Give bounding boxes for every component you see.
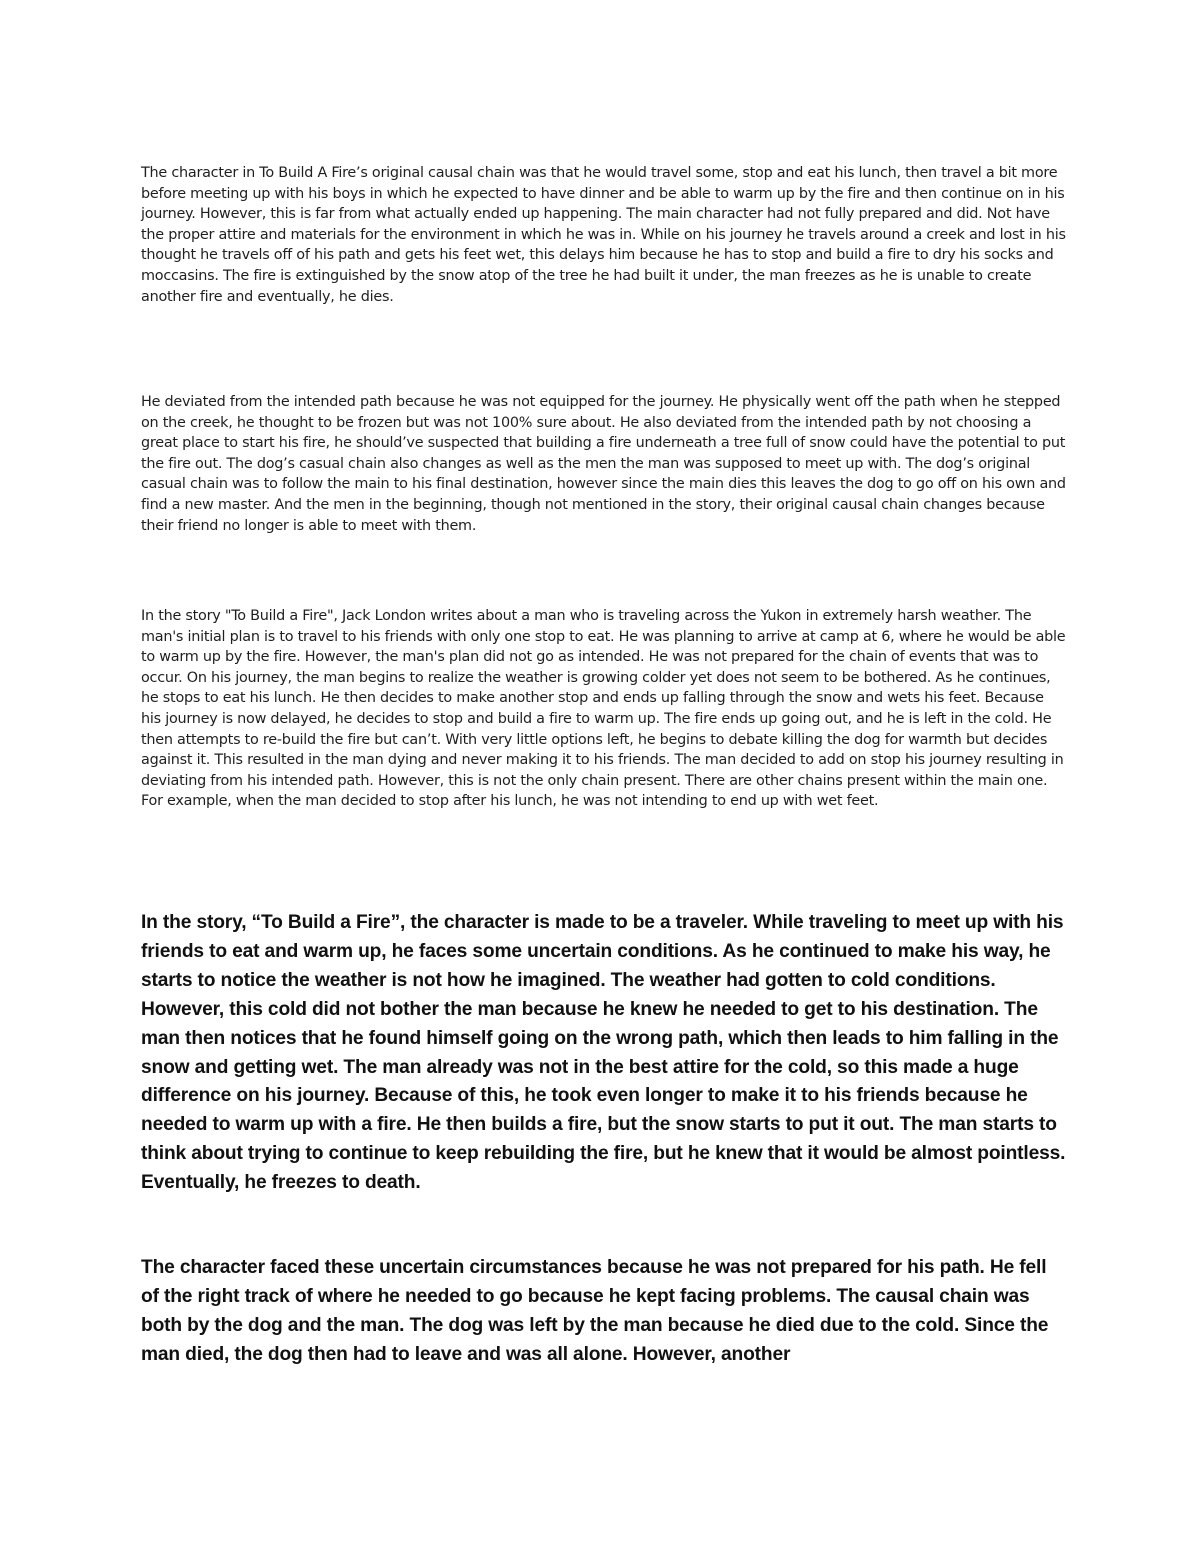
essay-paragraph-5: The character faced these uncertain circumstances because he was not prepared for his path. He fell of the right track of where he needed to go because he kept facing problems. The causal chain was both by the dog and the man. The dog was left by the man because he died due to the cold. Since the man died, the dog then had to leave and was all alone. However, another bbox=[141, 1257, 1049, 1365]
essay-paragraph-1: The character in To Build A Fire’s original causal chain was that he would travel some, stop and eat his lunch, then travel a bit more before meeting up with his boys in which he expected to have dinner and be able to warm up by the fire and then continue on in his journey. However, this is far from what actually ended up happening. The main character had not fully prepared and did. Not have the proper attire and materials for the environment in which he was in. While on his journey he travels around a creek and lost in his thought he travels off of his path and gets his feet wet, this delays him because he has to stop and build a fire to dry his socks and moccasins. The fire is extinguished by the snow atop of the tree he had built it under, the man freezes as he is unable to create another fire and eventually, he dies. bbox=[141, 165, 1066, 305]
essay-paragraph-2: He deviated from the intended path because he was not equipped for the journey. He physically went off the path when he stepped on the creek, he thought to be frozen but was not 100% sure about. He also deviated from the intended path by not choosing a great place to start his fire, he should’ve suspected that building a fire underneath a tree full of snow could have the potential to put the fire out. The dog’s casual chain also changes as well as the men the man was supposed to meet up with. The dog’s original casual chain was to follow the main to his final destination, however since the main dies this leaves the dog to go off on his own and find a new master. And the men in the beginning, though not mentioned in the story, their original causal chain changes because their friend no longer is able to meet with them. bbox=[141, 394, 1066, 534]
essay-paragraph-3: In the story "To Build a Fire", Jack London writes about a man who is traveling across the Yukon in extremely harsh weather. The man's initial plan is to travel to his friends with only one stop to eat. He was planning to arrive at camp at 6, where he would be able to warm up by the fire. However, the man's plan did not go as intended. He was not prepared for the chain of events that was to occur. On his journey, the man begins to realize the weather is growing colder yet does not seem to be bothered. As he continues, he stops to eat his lunch. He then decides to make another stop and ends up falling through the snow and wets his feet. Because his journey is now delayed, he decides to stop and build a fire to warm up. The fire ends up going out, and he is left in the cold. He then attempts to re-build the fire but can’t. With very little options left, he begins to debate killing the dog for warmth but decides against it. This resulted in the man dying and never making it to his friends. The man decided to add on stop his journey resulting in deviating from his intended path. However, this is not the only chain present. There are other chains present within the main one. For example, when the man decided to stop after his lunch, he was not intending to end up with wet feet. bbox=[141, 608, 1066, 810]
essay-paragraph-4: In the story, “To Build a Fire”, the character is made to be a traveler. While traveling to meet up with his friends to eat and warm up, he faces some uncertain conditions. As he continued to make his way, he starts to notice the weather is not how he imagined. The weather had gotten to cold conditions. However, this cold did not bother the man because he knew he needed to get to his destination. The man then notices that he found himself going on the wrong path, which then leads to him falling in the snow and getting wet. The man already was not in the best attire for the cold, so this made a huge difference on his journey. Because of this, he took even longer to make it to his friends because he needed to warm up with a fire. He then builds a fire, but the snow starts to put it out. The man starts to think about trying to continue to keep rebuilding the fire, but he knew that it would be almost pointless. Eventually, he freezes to death. bbox=[141, 912, 1066, 1194]
